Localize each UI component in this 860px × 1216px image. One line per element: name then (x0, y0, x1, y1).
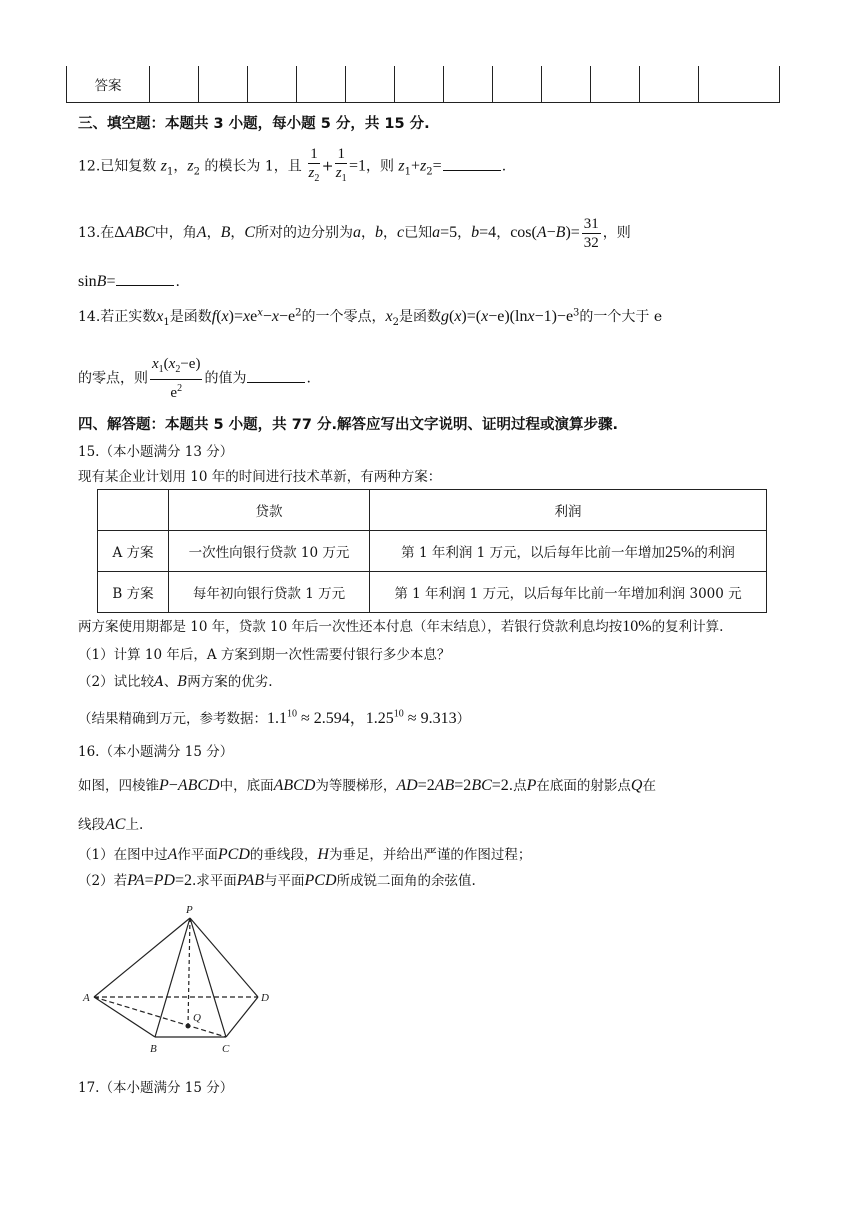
section3-title: 三、填空题：本题共 3 小题，每小题 5 分，共 15 分. (78, 116, 430, 132)
point-q (186, 1024, 191, 1029)
q15-part1: （1）计算 10 年后，A 方案到期一次性需要付银行多少本息？ (78, 647, 451, 663)
q15-part2: （2）试比较A、B两方案的优劣. (78, 674, 273, 690)
answer-cell[interactable] (199, 66, 248, 103)
vertex-label-b: B (150, 1043, 157, 1055)
answer-label: 答案 (67, 66, 150, 103)
fraction: $\frac{31}{32}$ (583, 215, 599, 251)
q16-line1: 如图，四棱锥P−ABCD中，底面ABCD为等腰梯形，AD=2AB=2BC=2.点P在底面的射影点Q在 (78, 777, 656, 794)
table-header-cell: 利润 (370, 490, 767, 531)
answer-blank[interactable] (247, 381, 305, 383)
table-cell: B 方案 (98, 572, 169, 613)
q17-header: 17.（本小题满分 15 分） (78, 1080, 234, 1096)
q15-paragraph: 两方案使用期都是 10 年，贷款 10 年后一次性还本付息（年末结息），若银行贷款利息均按10%的复利计算. (78, 618, 724, 635)
q15-header: 15.（本小题满分 13 分） (78, 444, 234, 460)
answer-cell[interactable] (248, 66, 297, 103)
question-13: 13.在ΔABC中，角A，B，C所对的边分别为a，b，c已知a=5，b=4，cos(A−B)= $\frac{31}{32}$ ，则 (78, 215, 631, 251)
q15-note: （结果精确到万元，参考数据：$1.1^{10} \approx 2.594$，$1.25^{10} \approx 9.313$） (78, 708, 471, 727)
q15-intro: 现有某企业计划用 10 年的时间进行技术革新，有两种方案： (78, 469, 442, 485)
answer-cell[interactable] (444, 66, 493, 103)
answer-cell[interactable] (640, 66, 699, 103)
table-header-cell: 贷款 (169, 490, 370, 531)
answer-cell[interactable] (150, 66, 199, 103)
table-cell: 第 1 年利润 1 万元，以后每年比前一年增加利润 3000 元 (370, 572, 767, 613)
q12-prefix: 12.已知复数 (78, 158, 157, 175)
table-header-cell (98, 490, 169, 531)
table-cell: 每年初向银行贷款 1 万元 (169, 572, 370, 613)
q16-line2: 线段AC上. (78, 816, 144, 833)
table-cell: 第 1 年利润 1 万元，以后每年比前一年增加25%的利润 (370, 531, 767, 572)
answer-cell[interactable] (493, 66, 542, 103)
answer-cell[interactable] (346, 66, 395, 103)
vertex-label-q: Q (193, 1012, 201, 1024)
table-row (98, 531, 767, 572)
vertex-label-p: P (186, 904, 193, 916)
answer-table (66, 66, 780, 103)
fraction: $\frac{x_1(x_2-e)}{e^2}$ (152, 356, 201, 401)
question-14: 14.若正实数$x_1$是函数$f(x)=xe^x-x-e^2$的一个零点，$x_2$是函数$g(x)=(x-e)(\ln x-1)-e^3$的一个大于 e (78, 307, 663, 328)
vertex-label-c: C (222, 1043, 230, 1055)
vertex-label-a: A (83, 992, 90, 1004)
question-14-line2: 的零点，则 $\frac{x_1(x_2-e)}{e^2}$ 的值为 . (78, 356, 311, 401)
q16-part2: （2）若PA=PD=2.求平面PAB与平面PCD所成锐二面角的余弦值. (78, 872, 476, 889)
fraction: $\frac{1}{z_2}$ (308, 146, 320, 184)
question-13-line2: sinB= . (78, 273, 180, 290)
answer-cell[interactable] (297, 66, 346, 103)
pyramid-figure (80, 900, 280, 1060)
table-cell: A 方案 (98, 531, 169, 572)
q16-header: 16.（本小题满分 15 分） (78, 744, 234, 760)
fraction: $\frac{1}{z_1}$ (335, 146, 347, 184)
answer-cell[interactable] (395, 66, 444, 103)
table-cell: 一次性向银行贷款 10 万元 (169, 531, 370, 572)
plan-table (97, 489, 767, 613)
table-row (98, 572, 767, 613)
question-12: 12.已知复数 $z_1$，$z_2$ 的模长为 1，且 $\frac{1}{z_2}$ + $\frac{1}{z_1}$ =1，则 $z_1+z_2=$ . (78, 145, 506, 192)
q16-part1: （1）在图中过A作平面PCD的垂线段，H为垂足，并给出严谨的作图过程； (78, 846, 532, 863)
answer-cell[interactable] (591, 66, 640, 103)
vertex-label-d: D (261, 992, 269, 1004)
answer-blank[interactable] (443, 169, 501, 171)
answer-cell[interactable] (699, 66, 780, 103)
answer-cell[interactable] (542, 66, 591, 103)
q12-mid2: ，则 (365, 158, 394, 175)
q12-mid1: 的模长为 1，且 (204, 158, 302, 175)
answer-blank[interactable] (116, 284, 174, 286)
section4-title: 四、解答题：本题共 5 小题，共 77 分.解答应写出文字说明、证明过程或演算步骤. (78, 417, 618, 433)
